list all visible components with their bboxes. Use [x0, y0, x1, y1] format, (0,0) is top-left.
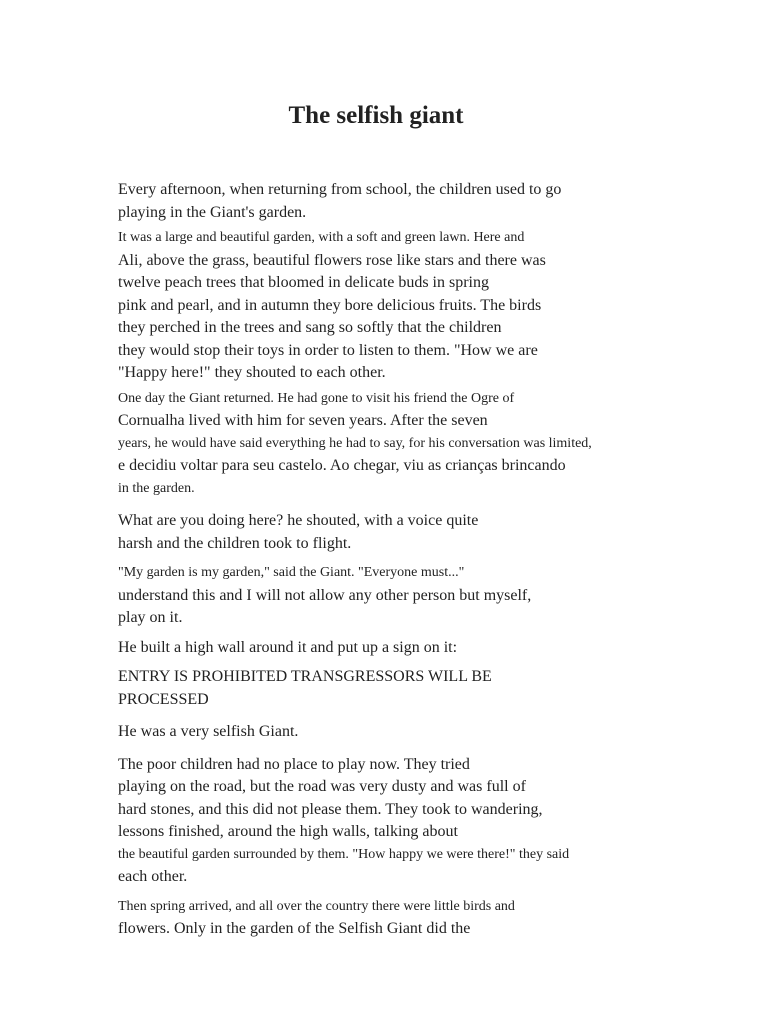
text-line: hard stones, and this did not please them. They took to wandering,	[118, 800, 543, 818]
text-line: flowers. Only in the garden of the Selfish Giant did the	[118, 920, 471, 937]
text-line: It was a large and beautiful garden, with a soft and green lawn. Here and	[118, 230, 525, 245]
text-line: The poor children had no place to play now. They tried	[118, 755, 470, 773]
text-line: "My garden is my garden," said the Giant. "Everyone must..."	[118, 565, 465, 580]
paragraph-gap	[118, 555, 738, 562]
text-line: Every afternoon, when returning from school, the children used to go	[118, 181, 562, 198]
text-line: He was a very selfish Giant.	[118, 723, 299, 740]
text-line: the beautiful garden surrounded by them. "How happy we were there!" they said	[118, 846, 570, 862]
paragraph-gap	[118, 711, 738, 721]
text-line: pink and pearl, and in autumn they bore delicious fruits. The birds	[118, 296, 542, 314]
paragraph-gap	[118, 659, 738, 666]
paragraph-gap	[118, 889, 738, 896]
text-line: playing in the Giant's garden.	[118, 203, 307, 221]
text-line: each other.	[118, 868, 188, 885]
text-line: Then spring arrived, and all over the country there were little birds and	[118, 898, 515, 914]
page-title: The selfish giant	[288, 102, 464, 129]
paragraph-gap	[118, 744, 738, 754]
paragraph-gap	[118, 500, 738, 510]
text-line: One day the Giant returned. He had gone to visit his friend the Ogre of	[118, 390, 515, 406]
text-line: "Happy here!" they shouted to each other.	[118, 364, 386, 381]
text-line: years, he would have said everything he had to say, for his conversation was limited,	[118, 435, 592, 451]
text-line: PROCESSED	[118, 690, 209, 708]
text-line: harsh and the children took to flight.	[118, 534, 352, 552]
text-line: in the garden.	[118, 480, 195, 496]
text-line: understand this and I will not allow any other person but myself,	[118, 586, 532, 604]
text-line: twelve peach trees that bloomed in delicate buds in spring	[118, 274, 489, 291]
text-line: What are you doing here? he shouted, with a voice quite	[118, 512, 479, 529]
text-line: He built a high wall around it and put up a sign on it:	[118, 638, 458, 656]
text-line: e decidiu voltar para seu castelo. Ao chegar, viu as crianças brincando	[118, 457, 566, 474]
text-line: ENTRY IS PROHIBITED TRANSGRESSORS WILL BE	[118, 668, 492, 685]
text-line: they perched in the trees and sang so softly that the children	[118, 319, 502, 336]
document-body	[118, 179, 738, 941]
text-line: play on it.	[118, 609, 183, 626]
text-line: Cornualha lived with him for seven years. After the seven	[118, 412, 488, 429]
paragraph-gap	[118, 630, 738, 637]
text-line: Ali, above the grass, beautiful flowers rose like stars and there was	[118, 251, 546, 269]
text-line: playing on the road, but the road was very dusty and was full of	[118, 778, 526, 795]
text-line: they would stop their toys in order to listen to them. "How we are	[118, 341, 538, 359]
text-line: lessons finished, around the high walls, talking about	[118, 823, 458, 840]
